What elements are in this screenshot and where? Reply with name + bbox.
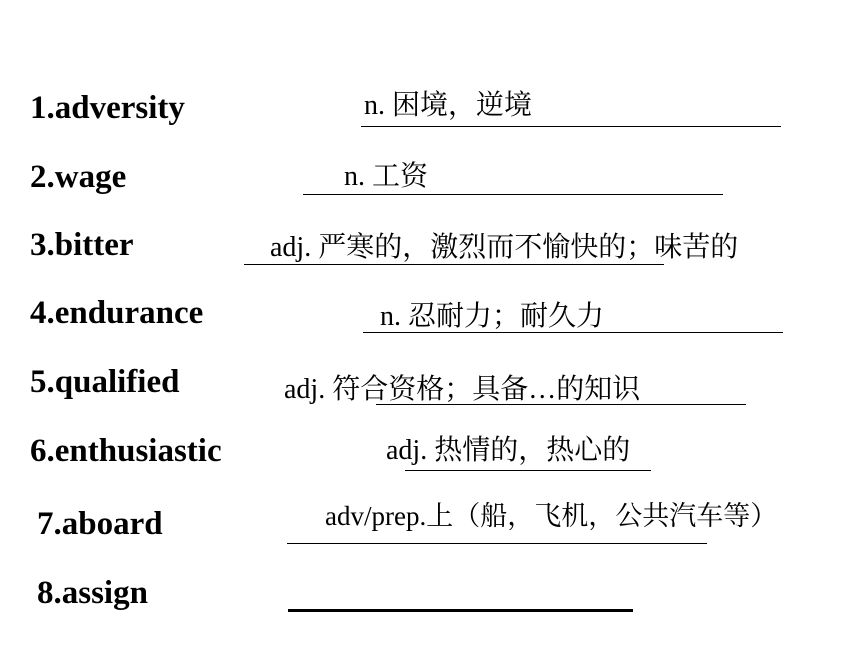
- vocab-definition: n. 忍耐力；耐久力: [380, 301, 605, 332]
- answer-underline: [363, 332, 783, 333]
- answer-underline: [376, 404, 746, 405]
- answer-underline: [288, 609, 633, 612]
- vocab-definition: adv/prep.上（船，飞机，公共汽车等）: [325, 501, 778, 531]
- vocab-term: 2.wage: [30, 159, 127, 195]
- answer-underline: [361, 126, 781, 127]
- vocab-definition: n. 工资: [344, 161, 429, 192]
- vocab-definition: adj. 严寒的，激烈而不愉快的；味苦的: [270, 232, 739, 263]
- vocab-term: 8.assign: [37, 575, 148, 611]
- answer-underline: [287, 543, 707, 544]
- vocab-term: 7.aboard: [37, 506, 163, 542]
- answer-underline: [405, 470, 651, 471]
- vocab-definition: adj. 符合资格；具备…的知识: [284, 374, 641, 405]
- vocab-definition: n. 困境，逆境: [364, 90, 533, 121]
- vocab-definition: adj. 热情的，热心的: [386, 435, 631, 466]
- vocab-term: 5.qualified: [30, 364, 180, 400]
- vocab-term: 4.endurance: [30, 295, 204, 331]
- answer-underline: [303, 194, 723, 195]
- vocab-term: 6.enthusiastic: [30, 433, 222, 469]
- answer-underline: [244, 264, 664, 265]
- vocab-term: 3.bitter: [30, 227, 134, 263]
- vocab-term: 1.adversity: [30, 90, 185, 126]
